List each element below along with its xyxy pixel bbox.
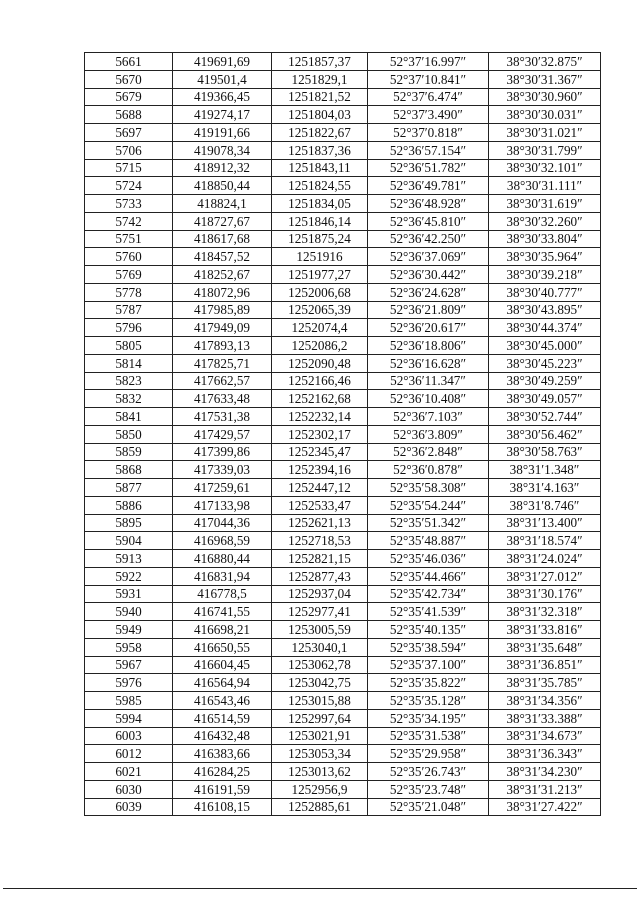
x-coordinate-cell: 416968,59 xyxy=(173,532,272,550)
y-coordinate-cell: 1252162,68 xyxy=(272,390,368,408)
y-coordinate-cell: 1253021,91 xyxy=(272,727,368,745)
latitude-cell: 52°37′16.997″ xyxy=(368,53,489,71)
longitude-cell: 38°31′33.388″ xyxy=(489,709,601,727)
longitude-cell: 38°30′31.367″ xyxy=(489,70,601,88)
latitude-cell: 52°35′31.538″ xyxy=(368,727,489,745)
point-number-cell: 5985 xyxy=(85,692,173,710)
y-coordinate-cell: 1252074,4 xyxy=(272,319,368,337)
table-row xyxy=(85,656,601,674)
longitude-cell: 38°30′56.462″ xyxy=(489,425,601,443)
y-coordinate-cell: 1252877,43 xyxy=(272,567,368,585)
y-coordinate-cell: 1253013,62 xyxy=(272,763,368,781)
point-number-cell: 5922 xyxy=(85,567,173,585)
table-row xyxy=(85,514,601,532)
y-coordinate-cell: 1252006,68 xyxy=(272,283,368,301)
table-row xyxy=(85,248,601,266)
x-coordinate-cell: 416108,15 xyxy=(173,798,272,816)
longitude-cell: 38°31′18.574″ xyxy=(489,532,601,550)
latitude-cell: 52°36′42.250″ xyxy=(368,230,489,248)
y-coordinate-cell: 1253040,1 xyxy=(272,638,368,656)
x-coordinate-cell: 418252,67 xyxy=(173,266,272,284)
latitude-cell: 52°35′35.128″ xyxy=(368,692,489,710)
longitude-cell: 38°30′39.218″ xyxy=(489,266,601,284)
point-number-cell: 5832 xyxy=(85,390,173,408)
point-number-cell: 5787 xyxy=(85,301,173,319)
longitude-cell: 38°30′58.763″ xyxy=(489,443,601,461)
x-coordinate-cell: 417133,98 xyxy=(173,496,272,514)
point-number-cell: 5913 xyxy=(85,550,173,568)
point-number-cell: 5814 xyxy=(85,354,173,372)
longitude-cell: 38°31′30.176″ xyxy=(489,585,601,603)
y-coordinate-cell: 1252345,47 xyxy=(272,443,368,461)
table-row xyxy=(85,390,601,408)
point-number-cell: 6012 xyxy=(85,745,173,763)
point-number-cell: 5895 xyxy=(85,514,173,532)
y-coordinate-cell: 1252885,61 xyxy=(272,798,368,816)
point-number-cell: 5688 xyxy=(85,106,173,124)
point-number-cell: 6021 xyxy=(85,763,173,781)
y-coordinate-cell: 1252394,16 xyxy=(272,461,368,479)
latitude-cell: 52°36′3.809″ xyxy=(368,425,489,443)
latitude-cell: 52°35′42.734″ xyxy=(368,585,489,603)
latitude-cell: 52°36′37.069″ xyxy=(368,248,489,266)
point-number-cell: 5949 xyxy=(85,621,173,639)
point-number-cell: 5976 xyxy=(85,674,173,692)
coordinates-table xyxy=(84,52,601,816)
point-number-cell: 5805 xyxy=(85,337,173,355)
table-row xyxy=(85,727,601,745)
point-number-cell: 5958 xyxy=(85,638,173,656)
y-coordinate-cell: 1252533,47 xyxy=(272,496,368,514)
latitude-cell: 52°37′0.818″ xyxy=(368,124,489,142)
longitude-cell: 38°31′35.648″ xyxy=(489,638,601,656)
table-row xyxy=(85,745,601,763)
x-coordinate-cell: 416564,94 xyxy=(173,674,272,692)
latitude-cell: 52°35′37.100″ xyxy=(368,656,489,674)
longitude-cell: 38°30′44.374″ xyxy=(489,319,601,337)
table-row xyxy=(85,124,601,142)
point-number-cell: 5661 xyxy=(85,53,173,71)
x-coordinate-cell: 417662,57 xyxy=(173,372,272,390)
table-row xyxy=(85,106,601,124)
table-row xyxy=(85,763,601,781)
x-coordinate-cell: 416778,5 xyxy=(173,585,272,603)
y-coordinate-cell: 1252090,48 xyxy=(272,354,368,372)
longitude-cell: 38°30′45.000″ xyxy=(489,337,601,355)
longitude-cell: 38°30′43.895″ xyxy=(489,301,601,319)
y-coordinate-cell: 1252302,17 xyxy=(272,425,368,443)
point-number-cell: 5715 xyxy=(85,159,173,177)
latitude-cell: 52°35′35.822″ xyxy=(368,674,489,692)
table-row xyxy=(85,780,601,798)
latitude-cell: 52°37′6.474″ xyxy=(368,88,489,106)
latitude-cell: 52°36′18.806″ xyxy=(368,337,489,355)
x-coordinate-cell: 417633,48 xyxy=(173,390,272,408)
point-number-cell: 5823 xyxy=(85,372,173,390)
x-coordinate-cell: 416831,94 xyxy=(173,567,272,585)
longitude-cell: 38°31′33.816″ xyxy=(489,621,601,639)
longitude-cell: 38°30′32.101″ xyxy=(489,159,601,177)
x-coordinate-cell: 416284,25 xyxy=(173,763,272,781)
x-coordinate-cell: 417429,57 xyxy=(173,425,272,443)
table-row xyxy=(85,496,601,514)
point-number-cell: 5724 xyxy=(85,177,173,195)
latitude-cell: 52°36′10.408″ xyxy=(368,390,489,408)
point-number-cell: 5841 xyxy=(85,408,173,426)
longitude-cell: 38°30′30.960″ xyxy=(489,88,601,106)
table-row xyxy=(85,692,601,710)
y-coordinate-cell: 1251977,27 xyxy=(272,266,368,284)
table-row xyxy=(85,88,601,106)
table-row xyxy=(85,212,601,230)
latitude-cell: 52°36′7.103″ xyxy=(368,408,489,426)
x-coordinate-cell: 417044,36 xyxy=(173,514,272,532)
y-coordinate-cell: 1251821,52 xyxy=(272,88,368,106)
table-row xyxy=(85,798,601,816)
x-coordinate-cell: 418850,44 xyxy=(173,177,272,195)
point-number-cell: 5967 xyxy=(85,656,173,674)
latitude-cell: 52°36′2.848″ xyxy=(368,443,489,461)
table-row xyxy=(85,319,601,337)
y-coordinate-cell: 1251875,24 xyxy=(272,230,368,248)
x-coordinate-cell: 417893,13 xyxy=(173,337,272,355)
y-coordinate-cell: 1251829,1 xyxy=(272,70,368,88)
y-coordinate-cell: 1251916 xyxy=(272,248,368,266)
table-row xyxy=(85,638,601,656)
y-coordinate-cell: 1251822,67 xyxy=(272,124,368,142)
longitude-cell: 38°31′13.400″ xyxy=(489,514,601,532)
latitude-cell: 52°36′21.809″ xyxy=(368,301,489,319)
point-number-cell: 5994 xyxy=(85,709,173,727)
table-row xyxy=(85,585,601,603)
y-coordinate-cell: 1252956,9 xyxy=(272,780,368,798)
x-coordinate-cell: 419501,4 xyxy=(173,70,272,88)
point-number-cell: 5733 xyxy=(85,195,173,213)
y-coordinate-cell: 1253062,78 xyxy=(272,656,368,674)
table-row xyxy=(85,70,601,88)
x-coordinate-cell: 417399,86 xyxy=(173,443,272,461)
latitude-cell: 52°36′49.781″ xyxy=(368,177,489,195)
x-coordinate-cell: 417339,03 xyxy=(173,461,272,479)
y-coordinate-cell: 1253042,75 xyxy=(272,674,368,692)
y-coordinate-cell: 1251837,36 xyxy=(272,141,368,159)
longitude-cell: 38°30′32.875″ xyxy=(489,53,601,71)
y-coordinate-cell: 1251857,37 xyxy=(272,53,368,71)
x-coordinate-cell: 418912,32 xyxy=(173,159,272,177)
latitude-cell: 52°35′48.887″ xyxy=(368,532,489,550)
table-row xyxy=(85,479,601,497)
longitude-cell: 38°30′35.964″ xyxy=(489,248,601,266)
longitude-cell: 38°31′24.024″ xyxy=(489,550,601,568)
longitude-cell: 38°31′31.213″ xyxy=(489,780,601,798)
point-number-cell: 5742 xyxy=(85,212,173,230)
table-row xyxy=(85,674,601,692)
longitude-cell: 38°30′31.021″ xyxy=(489,124,601,142)
latitude-cell: 52°35′23.748″ xyxy=(368,780,489,798)
y-coordinate-cell: 1252232,14 xyxy=(272,408,368,426)
longitude-cell: 38°31′36.343″ xyxy=(489,745,601,763)
x-coordinate-cell: 416604,45 xyxy=(173,656,272,674)
table-row xyxy=(85,408,601,426)
point-number-cell: 5940 xyxy=(85,603,173,621)
y-coordinate-cell: 1251843,11 xyxy=(272,159,368,177)
point-number-cell: 5751 xyxy=(85,230,173,248)
x-coordinate-cell: 419274,17 xyxy=(173,106,272,124)
latitude-cell: 52°36′0.878″ xyxy=(368,461,489,479)
point-number-cell: 5769 xyxy=(85,266,173,284)
table-row xyxy=(85,301,601,319)
table-row xyxy=(85,337,601,355)
point-number-cell: 5697 xyxy=(85,124,173,142)
footer-divider xyxy=(3,888,637,889)
longitude-cell: 38°30′52.744″ xyxy=(489,408,601,426)
point-number-cell: 5859 xyxy=(85,443,173,461)
x-coordinate-cell: 419191,66 xyxy=(173,124,272,142)
point-number-cell: 6003 xyxy=(85,727,173,745)
longitude-cell: 38°31′1.348″ xyxy=(489,461,601,479)
latitude-cell: 52°35′34.195″ xyxy=(368,709,489,727)
latitude-cell: 52°36′51.782″ xyxy=(368,159,489,177)
y-coordinate-cell: 1251834,05 xyxy=(272,195,368,213)
latitude-cell: 52°36′16.628″ xyxy=(368,354,489,372)
longitude-cell: 38°30′31.799″ xyxy=(489,141,601,159)
longitude-cell: 38°31′4.163″ xyxy=(489,479,601,497)
point-number-cell: 5877 xyxy=(85,479,173,497)
x-coordinate-cell: 418072,96 xyxy=(173,283,272,301)
y-coordinate-cell: 1252997,64 xyxy=(272,709,368,727)
point-number-cell: 5679 xyxy=(85,88,173,106)
x-coordinate-cell: 418457,52 xyxy=(173,248,272,266)
latitude-cell: 52°35′41.539″ xyxy=(368,603,489,621)
latitude-cell: 52°35′38.594″ xyxy=(368,638,489,656)
x-coordinate-cell: 419366,45 xyxy=(173,88,272,106)
longitude-cell: 38°31′34.673″ xyxy=(489,727,601,745)
x-coordinate-cell: 418824,1 xyxy=(173,195,272,213)
longitude-cell: 38°31′27.012″ xyxy=(489,567,601,585)
x-coordinate-cell: 419691,69 xyxy=(173,53,272,71)
latitude-cell: 52°35′21.048″ xyxy=(368,798,489,816)
latitude-cell: 52°36′20.617″ xyxy=(368,319,489,337)
latitude-cell: 52°35′51.342″ xyxy=(368,514,489,532)
coordinates-table-body xyxy=(85,53,601,816)
y-coordinate-cell: 1252718,53 xyxy=(272,532,368,550)
point-number-cell: 5868 xyxy=(85,461,173,479)
point-number-cell: 5706 xyxy=(85,141,173,159)
latitude-cell: 52°36′45.810″ xyxy=(368,212,489,230)
point-number-cell: 6039 xyxy=(85,798,173,816)
longitude-cell: 38°31′34.356″ xyxy=(489,692,601,710)
x-coordinate-cell: 418617,68 xyxy=(173,230,272,248)
x-coordinate-cell: 416880,44 xyxy=(173,550,272,568)
x-coordinate-cell: 417259,61 xyxy=(173,479,272,497)
latitude-cell: 52°35′54.244″ xyxy=(368,496,489,514)
point-number-cell: 5778 xyxy=(85,283,173,301)
longitude-cell: 38°31′8.746″ xyxy=(489,496,601,514)
x-coordinate-cell: 419078,34 xyxy=(173,141,272,159)
y-coordinate-cell: 1251824,55 xyxy=(272,177,368,195)
table-row xyxy=(85,230,601,248)
table-row xyxy=(85,567,601,585)
point-number-cell: 6030 xyxy=(85,780,173,798)
table-row xyxy=(85,461,601,479)
x-coordinate-cell: 416383,66 xyxy=(173,745,272,763)
table-row xyxy=(85,425,601,443)
y-coordinate-cell: 1253053,34 xyxy=(272,745,368,763)
table-row xyxy=(85,709,601,727)
x-coordinate-cell: 416191,59 xyxy=(173,780,272,798)
x-coordinate-cell: 416514,59 xyxy=(173,709,272,727)
latitude-cell: 52°35′26.743″ xyxy=(368,763,489,781)
longitude-cell: 38°30′33.804″ xyxy=(489,230,601,248)
y-coordinate-cell: 1253015,88 xyxy=(272,692,368,710)
longitude-cell: 38°30′30.031″ xyxy=(489,106,601,124)
latitude-cell: 52°35′40.135″ xyxy=(368,621,489,639)
x-coordinate-cell: 417531,38 xyxy=(173,408,272,426)
table-row xyxy=(85,603,601,621)
longitude-cell: 38°30′40.777″ xyxy=(489,283,601,301)
point-number-cell: 5760 xyxy=(85,248,173,266)
x-coordinate-cell: 418727,67 xyxy=(173,212,272,230)
table-row xyxy=(85,621,601,639)
longitude-cell: 38°30′49.259″ xyxy=(489,372,601,390)
point-number-cell: 5670 xyxy=(85,70,173,88)
latitude-cell: 52°36′24.628″ xyxy=(368,283,489,301)
table-row xyxy=(85,177,601,195)
table-row xyxy=(85,283,601,301)
table-row xyxy=(85,141,601,159)
y-coordinate-cell: 1251846,14 xyxy=(272,212,368,230)
longitude-cell: 38°31′34.230″ xyxy=(489,763,601,781)
table-row xyxy=(85,372,601,390)
table-row xyxy=(85,195,601,213)
longitude-cell: 38°30′32.260″ xyxy=(489,212,601,230)
y-coordinate-cell: 1252621,13 xyxy=(272,514,368,532)
table-row xyxy=(85,266,601,284)
latitude-cell: 52°36′11.347″ xyxy=(368,372,489,390)
longitude-cell: 38°31′36.851″ xyxy=(489,656,601,674)
latitude-cell: 52°36′48.928″ xyxy=(368,195,489,213)
y-coordinate-cell: 1252065,39 xyxy=(272,301,368,319)
y-coordinate-cell: 1253005,59 xyxy=(272,621,368,639)
longitude-cell: 38°30′45.223″ xyxy=(489,354,601,372)
latitude-cell: 52°36′57.154″ xyxy=(368,141,489,159)
y-coordinate-cell: 1251804,03 xyxy=(272,106,368,124)
point-number-cell: 5904 xyxy=(85,532,173,550)
table-row xyxy=(85,443,601,461)
latitude-cell: 52°37′3.490″ xyxy=(368,106,489,124)
x-coordinate-cell: 417825,71 xyxy=(173,354,272,372)
x-coordinate-cell: 416698,21 xyxy=(173,621,272,639)
longitude-cell: 38°31′35.785″ xyxy=(489,674,601,692)
latitude-cell: 52°37′10.841″ xyxy=(368,70,489,88)
y-coordinate-cell: 1252977,41 xyxy=(272,603,368,621)
x-coordinate-cell: 417985,89 xyxy=(173,301,272,319)
point-number-cell: 5796 xyxy=(85,319,173,337)
x-coordinate-cell: 416741,55 xyxy=(173,603,272,621)
table-row xyxy=(85,532,601,550)
x-coordinate-cell: 416432,48 xyxy=(173,727,272,745)
latitude-cell: 52°36′30.442″ xyxy=(368,266,489,284)
latitude-cell: 52°35′46.036″ xyxy=(368,550,489,568)
table-row xyxy=(85,354,601,372)
point-number-cell: 5931 xyxy=(85,585,173,603)
x-coordinate-cell: 417949,09 xyxy=(173,319,272,337)
longitude-cell: 38°30′31.111″ xyxy=(489,177,601,195)
y-coordinate-cell: 1252821,15 xyxy=(272,550,368,568)
y-coordinate-cell: 1252086,2 xyxy=(272,337,368,355)
longitude-cell: 38°30′49.057″ xyxy=(489,390,601,408)
longitude-cell: 38°30′31.619″ xyxy=(489,195,601,213)
latitude-cell: 52°35′58.308″ xyxy=(368,479,489,497)
longitude-cell: 38°31′32.318″ xyxy=(489,603,601,621)
longitude-cell: 38°31′27.422″ xyxy=(489,798,601,816)
y-coordinate-cell: 1252937,04 xyxy=(272,585,368,603)
y-coordinate-cell: 1252447,12 xyxy=(272,479,368,497)
table-row xyxy=(85,53,601,71)
table-row xyxy=(85,550,601,568)
x-coordinate-cell: 416650,55 xyxy=(173,638,272,656)
y-coordinate-cell: 1252166,46 xyxy=(272,372,368,390)
point-number-cell: 5850 xyxy=(85,425,173,443)
latitude-cell: 52°35′44.466″ xyxy=(368,567,489,585)
point-number-cell: 5886 xyxy=(85,496,173,514)
latitude-cell: 52°35′29.958″ xyxy=(368,745,489,763)
x-coordinate-cell: 416543,46 xyxy=(173,692,272,710)
table-row xyxy=(85,159,601,177)
